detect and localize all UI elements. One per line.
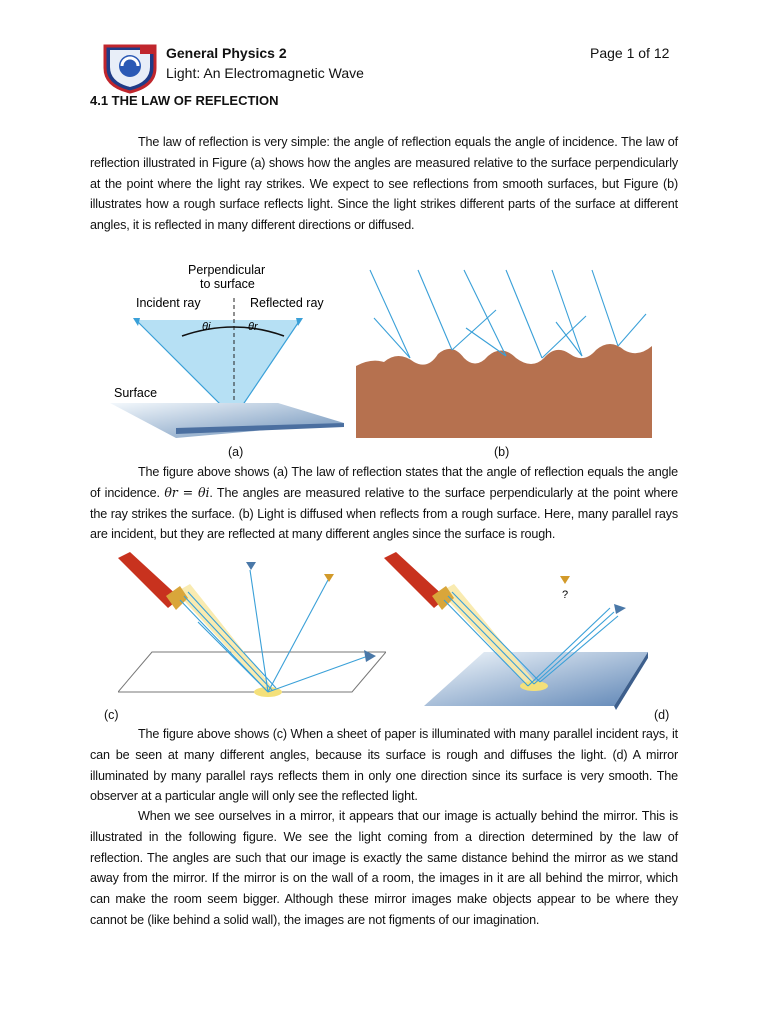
figure-d-caption: (d) [654, 708, 670, 722]
incident-ray [592, 270, 618, 346]
figure-a [100, 258, 350, 438]
caption-ab-equation: θr = θi [164, 484, 210, 500]
incident-ray [370, 270, 410, 358]
incident-ray [464, 270, 506, 356]
surface-label: Surface [114, 386, 158, 400]
mirror-paragraph: When we see ourselves in a mirror, it appears that our image is actually behind the mirror. This is illustrated in the following figure. We see the light coming from a direction determined by the law of reflection. The angles are such that our image is exactly the same distance behind the mirror as we stand away from the mirror. If the mirror is on the wall of a room, the images in it are all behind the mirror, which can make the room seem bigger. Although these mirror images make objects appear to be where they cannot be (like behind a solid wall), the images are not figments of our imagination. [90, 809, 678, 927]
flashlight-d [384, 552, 454, 610]
figure-a-caption: (a) [228, 445, 244, 459]
theta-i-label: θi [202, 321, 211, 333]
figure-b-caption: (b) [494, 445, 510, 459]
incident-ray-label: Incident ray [136, 296, 201, 310]
question-mark: ? [562, 589, 569, 601]
reflected-ray [618, 314, 646, 346]
course-title: General Physics 2 [166, 45, 287, 61]
reflected-ray [466, 328, 506, 356]
caption-ab-paragraph [90, 462, 678, 545]
perpendicular-label-1: Perpendicular [188, 263, 266, 277]
incident-ray [552, 270, 582, 356]
caption-ab-part1: The figure above shows (a) The law of reflection states that the angle of reflection equals the angle of incidence. [90, 465, 678, 500]
page-number: Page 1 of 12 [590, 45, 670, 61]
school-logo [100, 42, 160, 94]
intro-paragraph: The law of reflection is very simple: the angle of reflection equals the angle of incidence. The law of reflection illustrated in Figure (a) shows how the angles are measured relative to the surface perpendicularly at the point where the light ray strikes. We expect to see reflections from smooth surfaces, but Figure (b) illustrates how a rough surface reflects light. Since the light strikes different parts of the surface at different angles, it is reflected in many different directions or diffused. [90, 135, 678, 233]
rough-surface-rays [370, 270, 646, 358]
theta-r-label: θr [248, 321, 258, 333]
incident-ray [418, 270, 452, 350]
flashlight-c [118, 552, 188, 610]
topic-subtitle: Light: An Electromagnetic Wave [166, 65, 364, 81]
reflected-ray [374, 318, 410, 358]
incident-ray [506, 270, 542, 358]
caption-cd-paragraph: The figure above shows (c) When a sheet of paper is illuminated with many parallel incident rays, it can be seen at many different angles, because its surface is rough and diffuses the light. (d) A mirror illuminated by many parallel rays reflects them in only one direction since its surface is very smooth. The observer at a particular angle will only see the reflected light. [90, 727, 678, 804]
perpendicular-label-2: to surface [200, 277, 255, 291]
figure-c-caption: (c) [104, 708, 119, 722]
caption-ab-part2: . The angles are measured relative to the surface perpendicularly at the point where the ray strikes the surface. (b) Light is diffused when reflects from a rough surface. Here, many parallel rays are incident, but they are reflected at many different angles since the surface is rough. [90, 485, 678, 542]
section-title: 4.1 THE LAW OF REFLECTION [90, 93, 279, 108]
figure-b [356, 258, 652, 438]
reflected-ray-label: Reflected ray [250, 296, 324, 310]
figure-d [384, 552, 652, 710]
figure-c [118, 552, 386, 710]
